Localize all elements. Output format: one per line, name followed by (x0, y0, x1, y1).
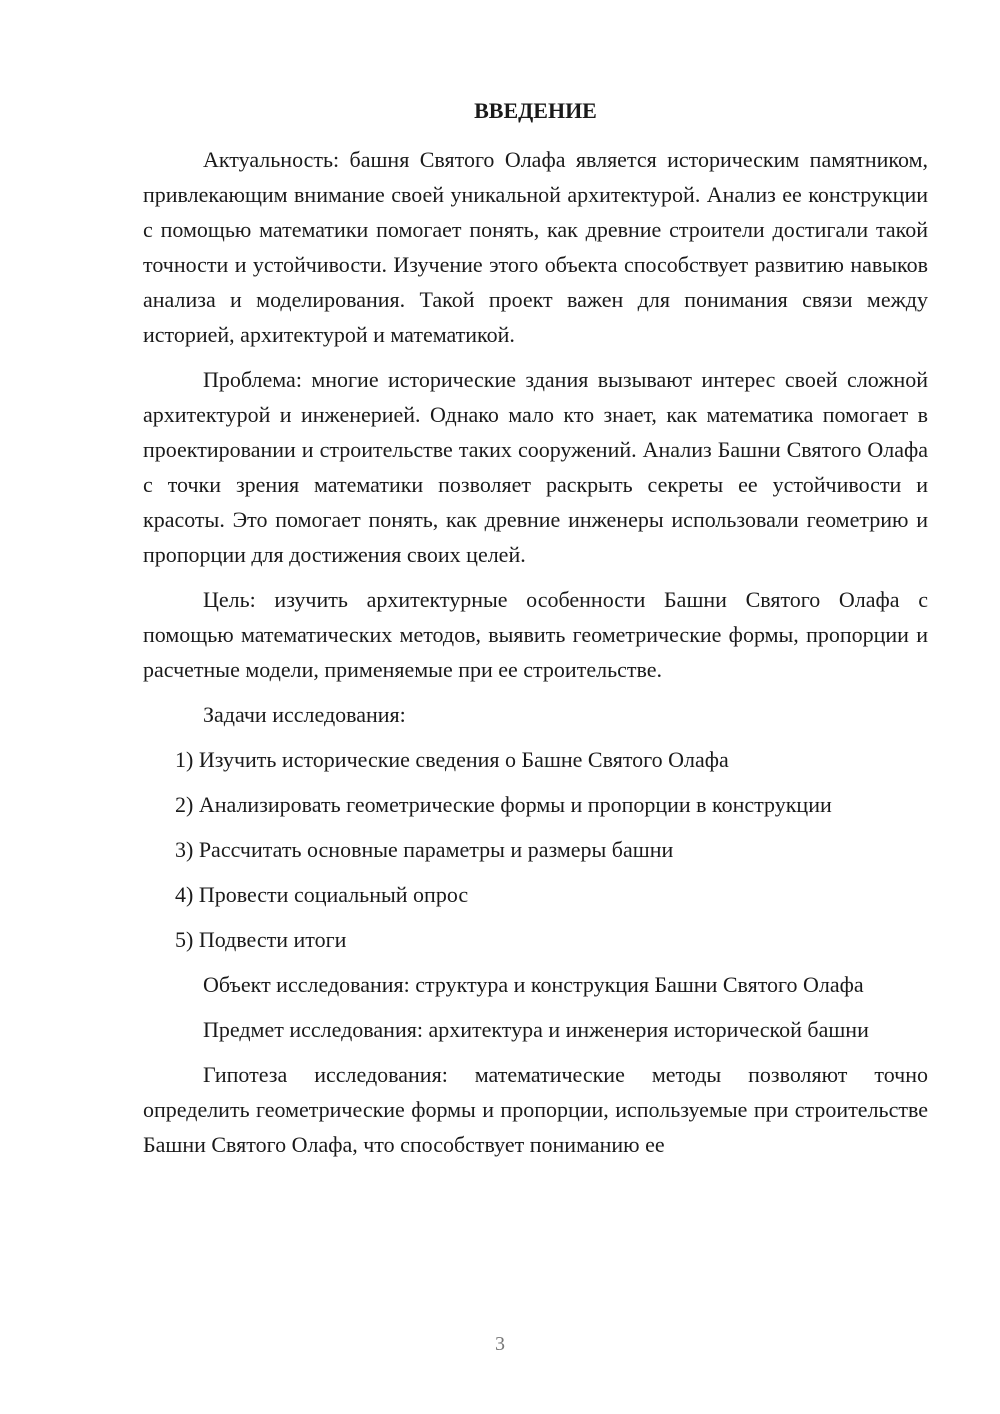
paragraph-hypothesis: Гипотеза исследования: математические методы позволяют точно определить геометрические формы и пропорции, используемые при строительстве Башни Святого Олафа, что способствует пониманию ее (143, 1062, 928, 1157)
paragraph-relevance: Актуальность: башня Святого Олафа является историческим памятником, привлекающим внимание своей уникальной архитектурой. Анализ ее конструкции с помощью математики помогает понять, как древние строители достигали такой точности и устойчивости. Изучение этого объекта способствует развитию навыков анализа и моделирования. Такой проект важен для понимания связи между историей, архитектурой и математикой. (143, 147, 928, 347)
page-content (143, 96, 928, 1172)
task-item-5: 5) Подвести итоги (175, 927, 347, 952)
page-number: 3 (495, 1333, 505, 1355)
task-item-1: 1) Изучить исторические сведения о Башне Святого Олафа (175, 747, 729, 772)
task-item-2: 2) Анализировать геометрические формы и пропорции в конструкции (175, 792, 832, 817)
paragraph-object: Объект исследования: структура и конструкция Башни Святого Олафа (203, 972, 864, 997)
tasks-heading: Задачи исследования: (203, 702, 406, 727)
paragraph-goal: Цель: изучить архитектурные особенности Башни Святого Олафа с помощью математических методов, выявить геометрические формы, пропорции и расчетные модели, применяемые при ее строительстве. (143, 587, 928, 682)
paragraph-subject: Предмет исследования: архитектура и инженерия исторической башни (203, 1017, 869, 1042)
paragraph-problem: Проблема: многие исторические здания вызывают интерес своей сложной архитектурой и инженерией. Однако мало кто знает, как математика помогает в проектировании и строительстве таких сооружений. Анализ Башни Святого Олафа с точки зрения математики позволяет раскрыть секреты ее устойчивости и красоты. Это помогает понять, как древние инженеры использовали геометрию и пропорции для достижения своих целей. (143, 367, 928, 567)
task-list (143, 742, 928, 957)
task-item-3: 3) Рассчитать основные параметры и размеры башни (175, 837, 674, 862)
page-title: ВВЕДЕНИЕ (474, 98, 597, 123)
task-item-4: 4) Провести социальный опрос (175, 882, 469, 907)
